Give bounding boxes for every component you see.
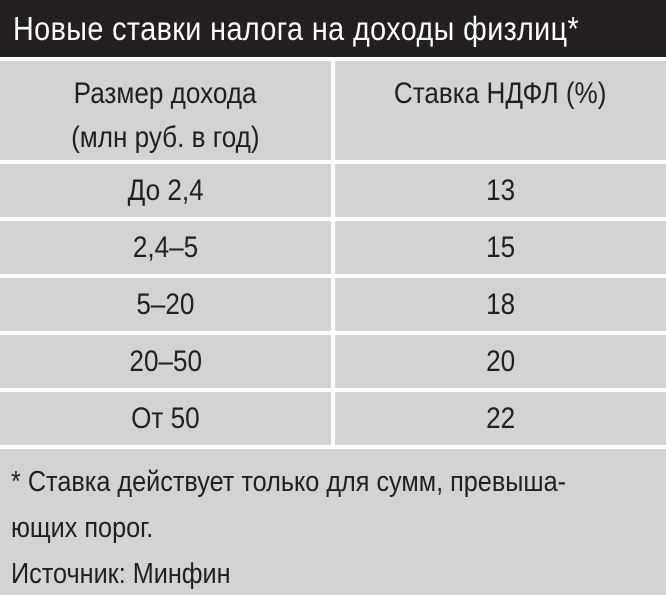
income-value: 2,4–5 bbox=[132, 230, 199, 264]
footnote-block bbox=[0, 449, 666, 595]
income-value: От 50 bbox=[131, 401, 200, 435]
source-line: Источник: Минфин bbox=[11, 558, 231, 590]
income-cell bbox=[0, 278, 331, 331]
income-value: 20–50 bbox=[129, 344, 202, 378]
column-header-income-line2: (млн руб. в год) bbox=[71, 121, 260, 154]
page-title: Новые ставки налога на доходы физлиц* bbox=[13, 9, 580, 47]
column-header-rate bbox=[335, 61, 666, 160]
rate-cell bbox=[335, 164, 666, 217]
footnote-line1: * Ставка действует только для сумм, превыша- bbox=[11, 466, 567, 498]
income-cell bbox=[0, 392, 331, 445]
column-header-income-line1: Размер дохода bbox=[74, 77, 257, 110]
income-value: До 2,4 bbox=[127, 173, 204, 207]
table-row bbox=[0, 335, 666, 388]
column-header-income bbox=[0, 61, 331, 160]
rate-cell bbox=[335, 392, 666, 445]
income-value: 5–20 bbox=[136, 287, 195, 321]
table-header-row bbox=[0, 61, 666, 160]
rate-value: 18 bbox=[485, 287, 516, 321]
rate-value: 22 bbox=[485, 401, 516, 435]
table-row bbox=[0, 164, 666, 217]
table-row bbox=[0, 221, 666, 274]
income-cell bbox=[0, 335, 331, 388]
rate-cell bbox=[335, 278, 666, 331]
footnote-line2: ющих порог. bbox=[11, 512, 154, 544]
rate-cell bbox=[335, 335, 666, 388]
rate-cell bbox=[335, 221, 666, 274]
rate-value: 15 bbox=[485, 230, 516, 264]
rate-value: 20 bbox=[485, 344, 516, 378]
table-row bbox=[0, 278, 666, 331]
income-cell bbox=[0, 164, 331, 217]
table-row bbox=[0, 392, 666, 445]
column-header-rate-label: Ставка НДФЛ (%) bbox=[394, 77, 607, 110]
rate-value: 13 bbox=[485, 173, 516, 207]
income-cell bbox=[0, 221, 331, 274]
title-bar bbox=[0, 0, 666, 57]
